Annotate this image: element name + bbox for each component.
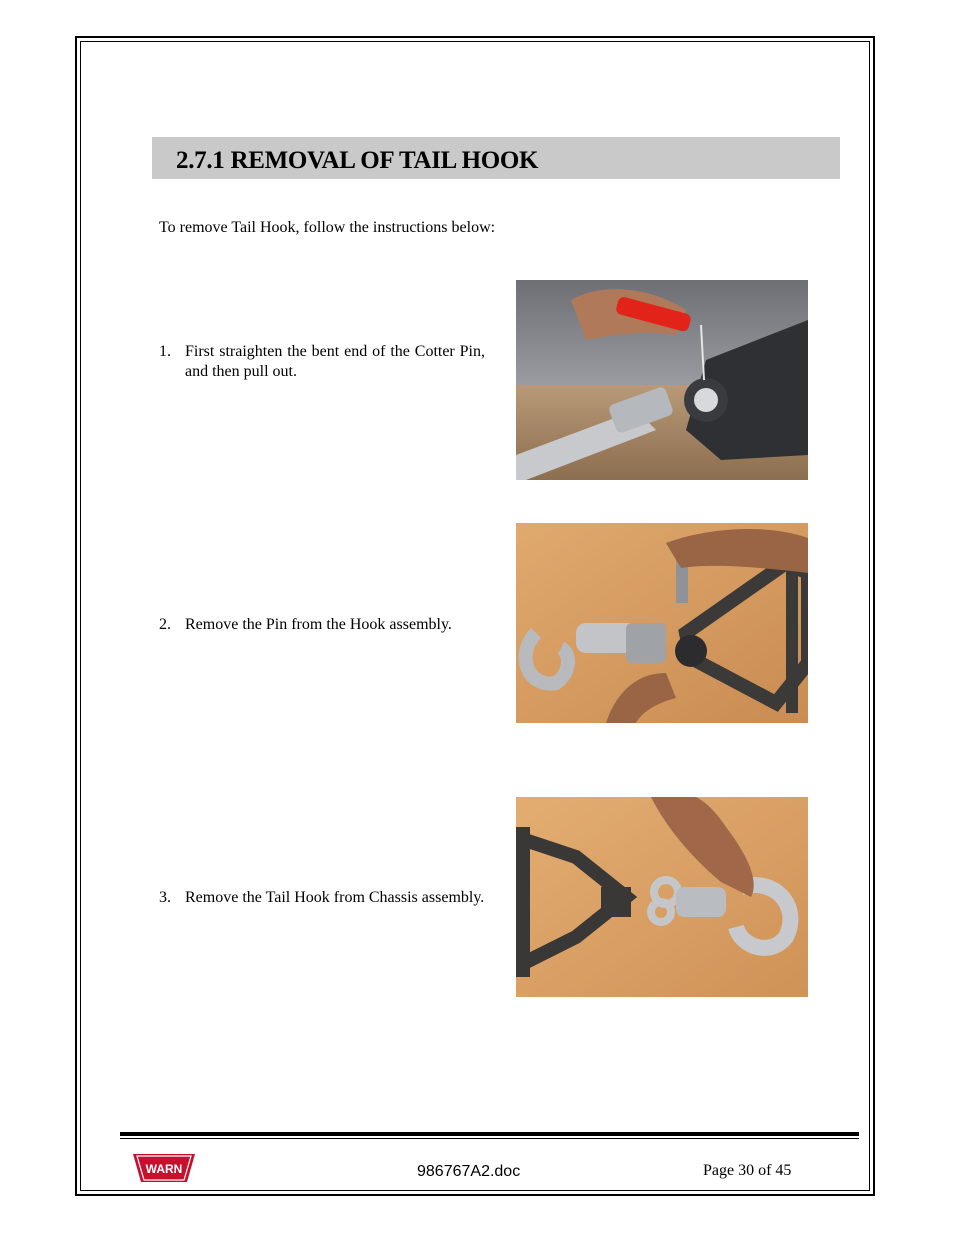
step-number: 3. — [159, 889, 171, 906]
intro-text: To remove Tail Hook, follow the instructions below: — [159, 219, 496, 236]
step-2 — [159, 615, 485, 635]
section-heading: 2.7.1 REMOVAL OF TAIL HOOK — [176, 147, 539, 174]
step-text: First straighten the bent end of the Cotter Pin, and then pull out. — [185, 343, 485, 380]
step-text: Remove the Tail Hook from Chassis assembly. — [185, 889, 485, 906]
warn-logo — [133, 1152, 195, 1184]
document-filename: 986767A2.doc — [417, 1163, 521, 1180]
page-number: Page 30 of 45 — [703, 1162, 792, 1179]
photo-remove-pin — [516, 523, 808, 723]
footer-rule-thick — [120, 1132, 859, 1136]
step-3 — [159, 888, 485, 908]
photo-cotter-pin — [516, 280, 808, 480]
step-text: Remove the Pin from the Hook assembly. — [185, 616, 452, 633]
section-heading-bar — [152, 137, 840, 179]
photo-remove-tail-hook — [516, 797, 808, 997]
step-1 — [159, 342, 485, 382]
step-number: 2. — [159, 616, 171, 633]
step-number: 1. — [159, 343, 171, 360]
footer-rule-thin — [120, 1138, 859, 1139]
logo-text: WARN — [145, 1162, 183, 1176]
